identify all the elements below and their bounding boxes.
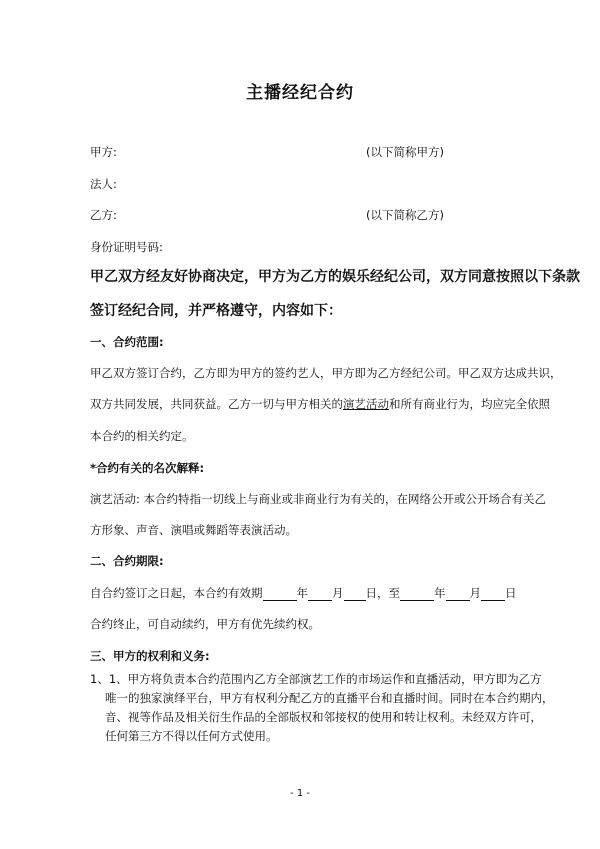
party-a-note: (以下简称甲方)	[366, 145, 444, 159]
definitions-heading: *合约有关的名次解释:	[90, 461, 205, 475]
section-1-line-3: 本合约的相关约定。	[90, 429, 194, 443]
section-2-line-2: 合约终止，可自动续约，甲方有优先续约权。	[90, 617, 320, 631]
section-1-line-2-pre: 双方共同发展，共同获益。乙方一切与甲方相关的	[90, 397, 343, 411]
end-month-unit: 月	[469, 586, 481, 600]
definitions-line-2: 方形象、声音、演唱或舞蹈等表演活动。	[90, 523, 297, 537]
section-1-line-2	[90, 396, 550, 412]
section-3-item-1-line-4: 任何第三方不得以任何方式使用。	[105, 729, 278, 743]
section-3-item-1-line-1: 1、1、甲方将负责本合约范围内乙方全部演艺工作的市场运作和直播活动，甲方即为乙方	[90, 672, 542, 686]
section-1-line-1: 甲乙双方签订合约，乙方即为甲方的签约艺人，甲方即为乙方经纪公司。甲乙双方达成共识，	[90, 366, 562, 380]
end-day-unit: 日	[505, 586, 517, 600]
section-1-line-2-post: 和所有商业行为，均应完全依照	[389, 397, 550, 411]
end-year-blank[interactable]	[400, 588, 434, 601]
page-number: - 1 -	[290, 788, 310, 799]
end-day-blank[interactable]	[481, 588, 505, 601]
start-month-unit: 月	[332, 586, 344, 600]
term-validity-text: 自合约签订之日起，本合约有效期	[90, 586, 263, 600]
start-year-blank[interactable]	[263, 588, 297, 601]
section-2-heading: 二、合约期限:	[90, 554, 164, 568]
start-year-unit: 年	[296, 586, 308, 600]
party-b-note: (以下简称乙方)	[366, 208, 444, 222]
start-month-blank[interactable]	[308, 588, 332, 601]
party-b-label: 乙方:	[90, 208, 117, 222]
section-3-item-1-line-3: 音、视等作品及相关衍生作品的全部版权和邻接权的使用和转让权利。未经双方许可，	[105, 710, 542, 724]
section-3-heading: 三、甲方的权利和义务:	[90, 649, 210, 663]
start-day-blank[interactable]	[344, 588, 366, 601]
section-1-heading: 一、合约范围:	[90, 335, 164, 349]
end-month-blank[interactable]	[446, 588, 470, 601]
intro-line-1: 甲乙双方经友好协商决定，甲方为乙方的娱乐经纪公司，双方同意按照以下条款	[90, 269, 580, 285]
performance-activity-term: 演艺活动	[343, 397, 389, 411]
definitions-line-1: 演艺活动: 本合约特指一切线上与商业或非商业行为有关的，在网络公开或公开场合有关乙	[90, 492, 547, 506]
section-3-item-1-line-2: 唯一的独家演绎平台，甲方有权利分配乙方的直播平台和直播时间。同时在本合约期内，	[105, 691, 554, 705]
document-title: 主播经纪合约	[246, 83, 354, 103]
intro-line-2: 签订经纪合同，并严格遵守，内容如下：	[90, 303, 342, 319]
id-number-label: 身份证明号码:	[90, 240, 163, 254]
section-2-line-1	[90, 585, 517, 601]
party-a-label: 甲方:	[90, 145, 117, 159]
start-day-unit: 日，至	[365, 586, 400, 600]
legal-rep-label: 法人:	[90, 177, 117, 191]
end-year-unit: 年	[434, 586, 446, 600]
